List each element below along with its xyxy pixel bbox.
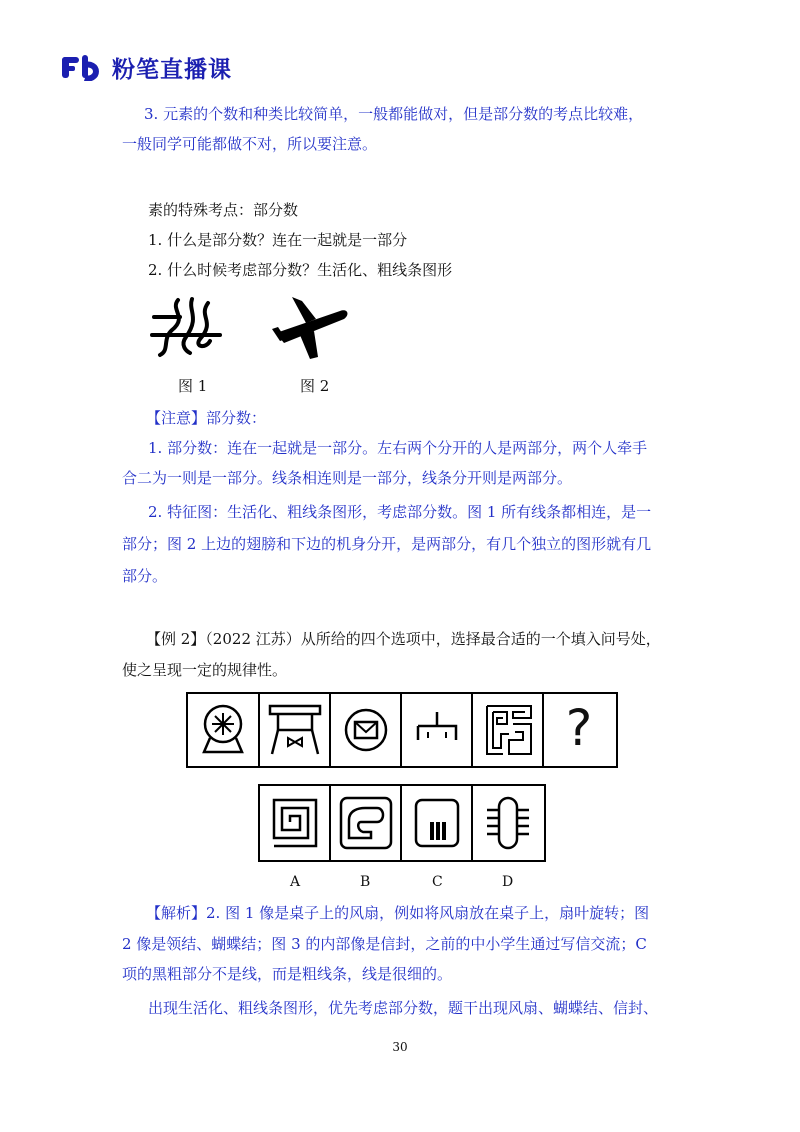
note-p2-line2: 部分；图 2 上边的翅膀和下边的机身分开，是两部分，有几个独立的图形就有几 [122,535,652,553]
paragraph1-line1: 3. 元素的个数和种类比较简单，一般都能做对，但是部分数的考点比较难， [144,105,644,123]
question-cell-1 [188,694,260,766]
option-label-b: B [360,874,371,890]
option-c-figure[interactable] [402,786,473,860]
brand-name: 粉笔直播课 [112,56,232,83]
table-bow-icon [260,694,330,766]
paragraph1-line2: 一般同学可能都做不对，所以要注意。 [122,135,378,153]
question-cell-4 [402,694,473,766]
analysis-line1: 【解析】2. 图 1 像是桌子上的风扇，例如将风扇放在桌子上，扇叶旋转；图 [146,904,650,922]
curved-shape-icon [331,786,401,860]
question-mark: ? [565,699,593,757]
fenbi-logo-icon [60,53,106,81]
figure2-caption: 图 2 [300,377,330,395]
options-figure-row [258,784,546,862]
analysis-line4: 出现生活化、粗线条图形，优先考虑部分数，题干出现风扇、蝴蝶结、信封、 [148,999,659,1017]
page-number: 30 [392,1040,408,1054]
option-label-a: A [290,874,301,890]
example-line1: 【例 2】（2022 江苏）从所给的四个选项中，选择最合适的一个填入问号处， [146,630,661,648]
note-p1-line2: 合二为一则是一部分。线条相连则是一部分，线条分开则是两部分。 [122,469,573,487]
maze-pattern-icon [473,694,543,766]
question-cell-6 [544,694,616,766]
note-p2-line1: 2. 特征图：生活化、粗线条图形，考虑部分数。图 1 所有线条都相连，是一 [148,503,652,521]
brand-logo [60,50,232,84]
question-cell-3 [331,694,402,766]
option-a-figure[interactable] [260,786,331,860]
option-label-c: C [432,874,443,890]
figure2-airplane-icon [270,295,350,360]
question-cell-2 [260,694,331,766]
section-q2: 2. 什么时候考虑部分数？生活化、粗线条图形 [148,261,453,279]
note-p1-line1: 1. 部分数：连在一起就是一部分。左右两个分开的人是两部分，两个人牵手 [148,439,648,457]
example-line2: 使之呈现一定的规律性。 [122,661,288,679]
option-b-figure[interactable] [331,786,402,860]
fan-icon [188,694,258,766]
analysis-line3: 项的黑粗部分不是线，而是粗线条，线是很细的。 [122,965,453,983]
analysis-line2: 2 像是领结、蝴蝶结；图 3 的内部像是信封，之前的中小学生通过写信交流；C [122,935,647,953]
option-d-figure[interactable] [473,786,544,860]
bracket-shape-icon [402,694,472,766]
note-p2-line3: 部分。 [122,567,168,585]
spiral-square-icon [260,786,330,860]
question-figure-row [186,692,618,768]
section-q1: 1. 什么是部分数？连在一起就是一部分 [148,231,408,249]
comb-shape-icon [473,786,543,860]
figure1-scribble [150,295,225,360]
note-heading: 【注意】部分数： [146,409,267,427]
section-title: 素的特殊考点：部分数 [148,201,299,219]
bars-square-icon [402,786,472,860]
option-label-d: D [502,874,514,890]
question-cell-5 [473,694,544,766]
figure1-caption: 图 1 [178,377,208,395]
envelope-icon [331,694,401,766]
